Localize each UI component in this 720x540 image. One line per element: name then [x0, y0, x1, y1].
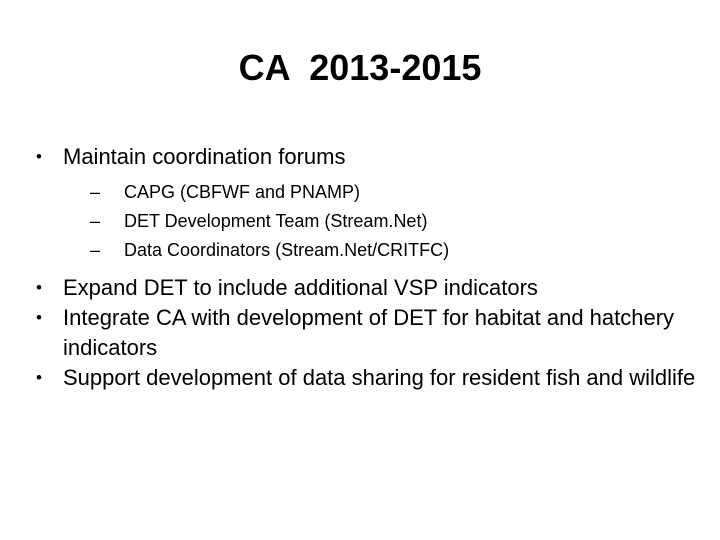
- bullet-list: [36, 142, 696, 393]
- dash-icon: –: [90, 240, 101, 260]
- bullet-item-data-sharing: [36, 363, 696, 393]
- bullet-icon: •: [36, 368, 42, 387]
- sub-bullet-item: [90, 236, 696, 265]
- bullet-item-expand-det: [36, 273, 696, 303]
- sub-bullet-item: [90, 178, 696, 207]
- slide-body: [36, 142, 696, 393]
- dash-icon: –: [90, 211, 101, 231]
- bullet-text: Support development of data sharing for resident fish and wildlife: [63, 365, 696, 390]
- sub-bullet-item: [90, 207, 696, 236]
- sub-bullet-text: DET Development Team (Stream.Net): [124, 211, 428, 231]
- bullet-icon: •: [36, 147, 42, 166]
- bullet-text: Integrate CA with development of DET for habitat and hatchery indicators: [63, 305, 675, 360]
- sub-bullet-text: CAPG (CBFWF and PNAMP): [124, 182, 361, 202]
- slide-title: CA 2013-2015: [238, 47, 482, 88]
- sub-bullet-text: Data Coordinators (Stream.Net/CRITFC): [124, 240, 450, 260]
- dash-icon: –: [90, 182, 101, 202]
- bullet-item-coordination: [36, 142, 696, 265]
- bullet-text: Maintain coordination forums: [63, 144, 346, 169]
- bullet-icon: •: [36, 278, 42, 297]
- bullet-item-integrate-ca: [36, 303, 696, 363]
- sub-bullet-list: [63, 178, 696, 265]
- bullet-text: Expand DET to include additional VSP indicators: [63, 275, 538, 300]
- bullet-icon: •: [36, 308, 42, 327]
